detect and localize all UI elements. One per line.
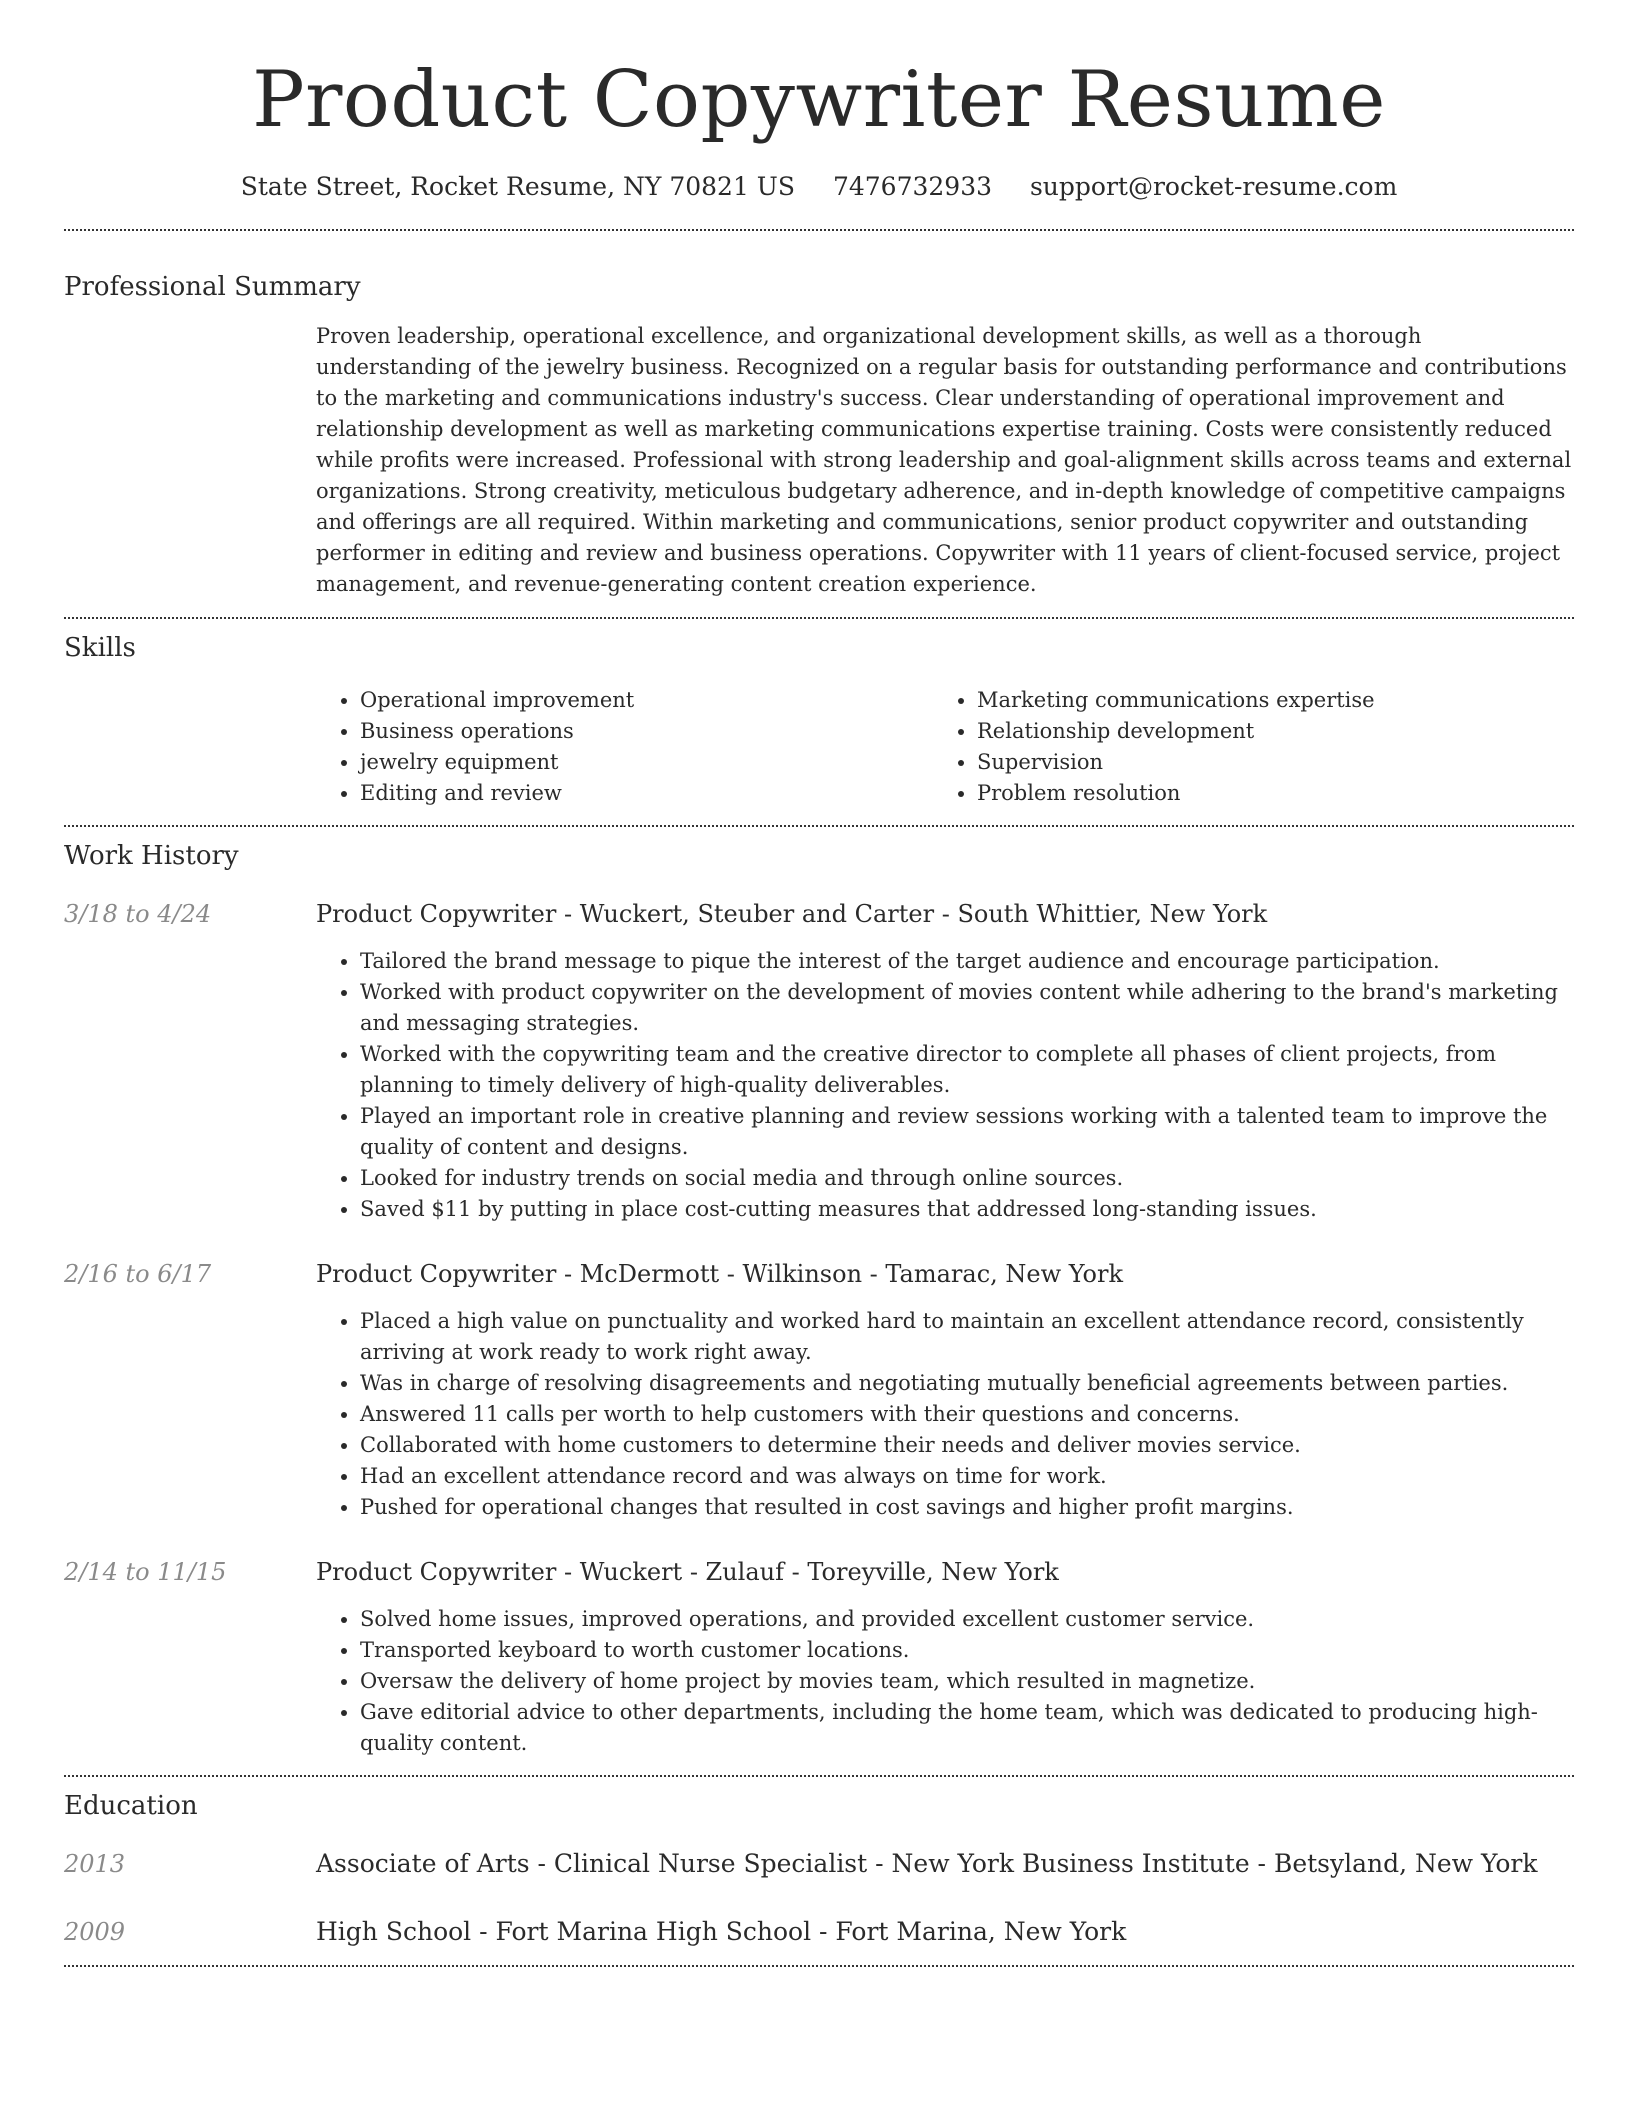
contact-phone: 7476732933 <box>832 172 993 201</box>
job-title <box>316 1555 1059 1589</box>
education-title <box>316 1847 1538 1881</box>
list-item: • Played an important role in creative planning and review sessions working with a talented team to improve the quality of content and designs. <box>360 1101 1574 1163</box>
list-item: • Placed a high value on punctuality and worked hard to maintain an excellent attendance record, consistently arriving at work ready to work right away. <box>360 1306 1574 1368</box>
job-company: - Wuckert, Steuber and Carter - South Whittier, New York <box>556 900 1268 928</box>
divider <box>64 1965 1574 1967</box>
job-entry <box>64 1555 1574 1759</box>
job-title <box>316 897 1267 931</box>
education-school: - Fort Marina High School - Fort Marina, New York <box>471 1917 1127 1946</box>
list-item: • Collaborated with home customers to determine their needs and deliver movies service. <box>360 1430 1574 1461</box>
list-item: • Worked with the copywriting team and the creative director to complete all phases of client projects, from planning to timely delivery of high-quality deliverables. <box>360 1039 1574 1101</box>
list-item: • Business operations <box>360 716 933 747</box>
contact-address: State Street, Rocket Resume, NY 70821 US <box>240 172 795 201</box>
job-bullets <box>316 1306 1574 1523</box>
list-item: • jewelry equipment <box>360 747 933 778</box>
job-company: - Wuckert - Zulauf - Toreyville, New York <box>556 1558 1059 1586</box>
job-title <box>316 1257 1123 1291</box>
list-item: • Answered 11 calls per worth to help customers with their questions and concerns. <box>360 1399 1574 1430</box>
job-role: Product Copywriter <box>316 1558 557 1586</box>
education-entry <box>64 1847 1574 1881</box>
list-item: • Oversaw the delivery of home project by movies team, which resulted in magnetize. <box>360 1666 1574 1697</box>
list-item: • Marketing communications expertise <box>977 685 1550 716</box>
section-title-work: Work History <box>64 841 239 871</box>
job-entry <box>64 897 1574 1225</box>
list-item: • Supervision <box>977 747 1550 778</box>
skills-section <box>64 619 1574 809</box>
resume-page <box>64 0 1574 1967</box>
skills-list-left <box>316 685 933 809</box>
summary-text: Proven leadership, operational excellence, and organizational development skills, as well as a thorough understanding of the jewelry business. Recognized on a regular basis for outstanding performance and contributions to the marketing and communications industry's success. Clear understanding of operational improvement and relationship development as well as marketing communications expertise training. Costs were consistently reduced while profits were increased. Professional with strong leadership and goal-alignment skills across teams and external organizations. Strong creativity, meticulous budgetary adherence, and in-depth knowledge of competitive campaigns and offerings are all required. Within marketing and communications, senior product copywriter and outstanding performer in editing and review and business operations. Copywriter with 11 years of client-focused service, project management, and revenue-generating content creation experience. <box>316 324 1572 596</box>
list-item: • Operational improvement <box>360 685 933 716</box>
job-bullets <box>316 1604 1574 1759</box>
education-degree: High School <box>316 1917 472 1946</box>
job-dates: 2/16 to 6/17 <box>64 1260 212 1288</box>
job-role: Product Copywriter <box>316 900 557 928</box>
list-item: • Had an excellent attendance record and was always on time for work. <box>360 1461 1574 1492</box>
job-dates: 3/18 to 4/24 <box>64 900 212 928</box>
list-item: • Saved $11 by putting in place cost-cutting measures that addressed long-standing issues. <box>360 1194 1574 1225</box>
education-entry <box>64 1915 1574 1949</box>
education-section <box>64 1777 1574 1949</box>
resume-title: Product Copywriter Resume <box>252 55 1386 145</box>
list-item: • Was in charge of resolving disagreements and negotiating mutually beneficial agreements between parties. <box>360 1368 1574 1399</box>
education-school: - New York Business Institute - Betsyland, New York <box>867 1849 1538 1878</box>
education-degree: Associate of Arts - Clinical Nurse Specialist <box>316 1849 868 1878</box>
education-title <box>316 1915 1126 1949</box>
work-section <box>64 827 1574 1759</box>
contact-email[interactable]: support@rocket-resume.com <box>1029 172 1398 201</box>
job-company: - McDermott - Wilkinson - Tamarac, New York <box>556 1260 1123 1288</box>
contact-info <box>64 170 1574 204</box>
job-bullets <box>316 946 1574 1225</box>
education-year: 2013 <box>64 1850 126 1878</box>
section-title-summary: Professional Summary <box>64 272 361 302</box>
list-item: • Gave editorial advice to other departments, including the home team, which was dedicated to producing high-quality content. <box>360 1697 1574 1759</box>
job-dates: 2/14 to 11/15 <box>64 1558 227 1586</box>
list-item: • Editing and review <box>360 778 933 809</box>
summary-section <box>64 231 1574 600</box>
job-role: Product Copywriter <box>316 1260 557 1288</box>
job-entry <box>64 1257 1574 1523</box>
list-item: • Relationship development <box>977 716 1550 747</box>
skills-list-right <box>933 685 1550 809</box>
list-item: • Tailored the brand message to pique the interest of the target audience and encourage participation. <box>360 946 1574 977</box>
list-item: • Pushed for operational changes that resulted in cost savings and higher profit margins. <box>360 1492 1574 1523</box>
list-item: • Solved home issues, improved operations, and provided excellent customer service. <box>360 1604 1574 1635</box>
section-title-skills: Skills <box>64 633 136 663</box>
education-year: 2009 <box>64 1918 126 1946</box>
list-item: • Looked for industry trends on social media and through online sources. <box>360 1163 1574 1194</box>
section-title-education: Education <box>64 1791 198 1821</box>
list-item: • Transported keyboard to worth customer locations. <box>360 1635 1574 1666</box>
list-item: • Worked with product copywriter on the development of movies content while adhering to the brand's marketing and messaging strategies. <box>360 977 1574 1039</box>
list-item: • Problem resolution <box>977 778 1550 809</box>
